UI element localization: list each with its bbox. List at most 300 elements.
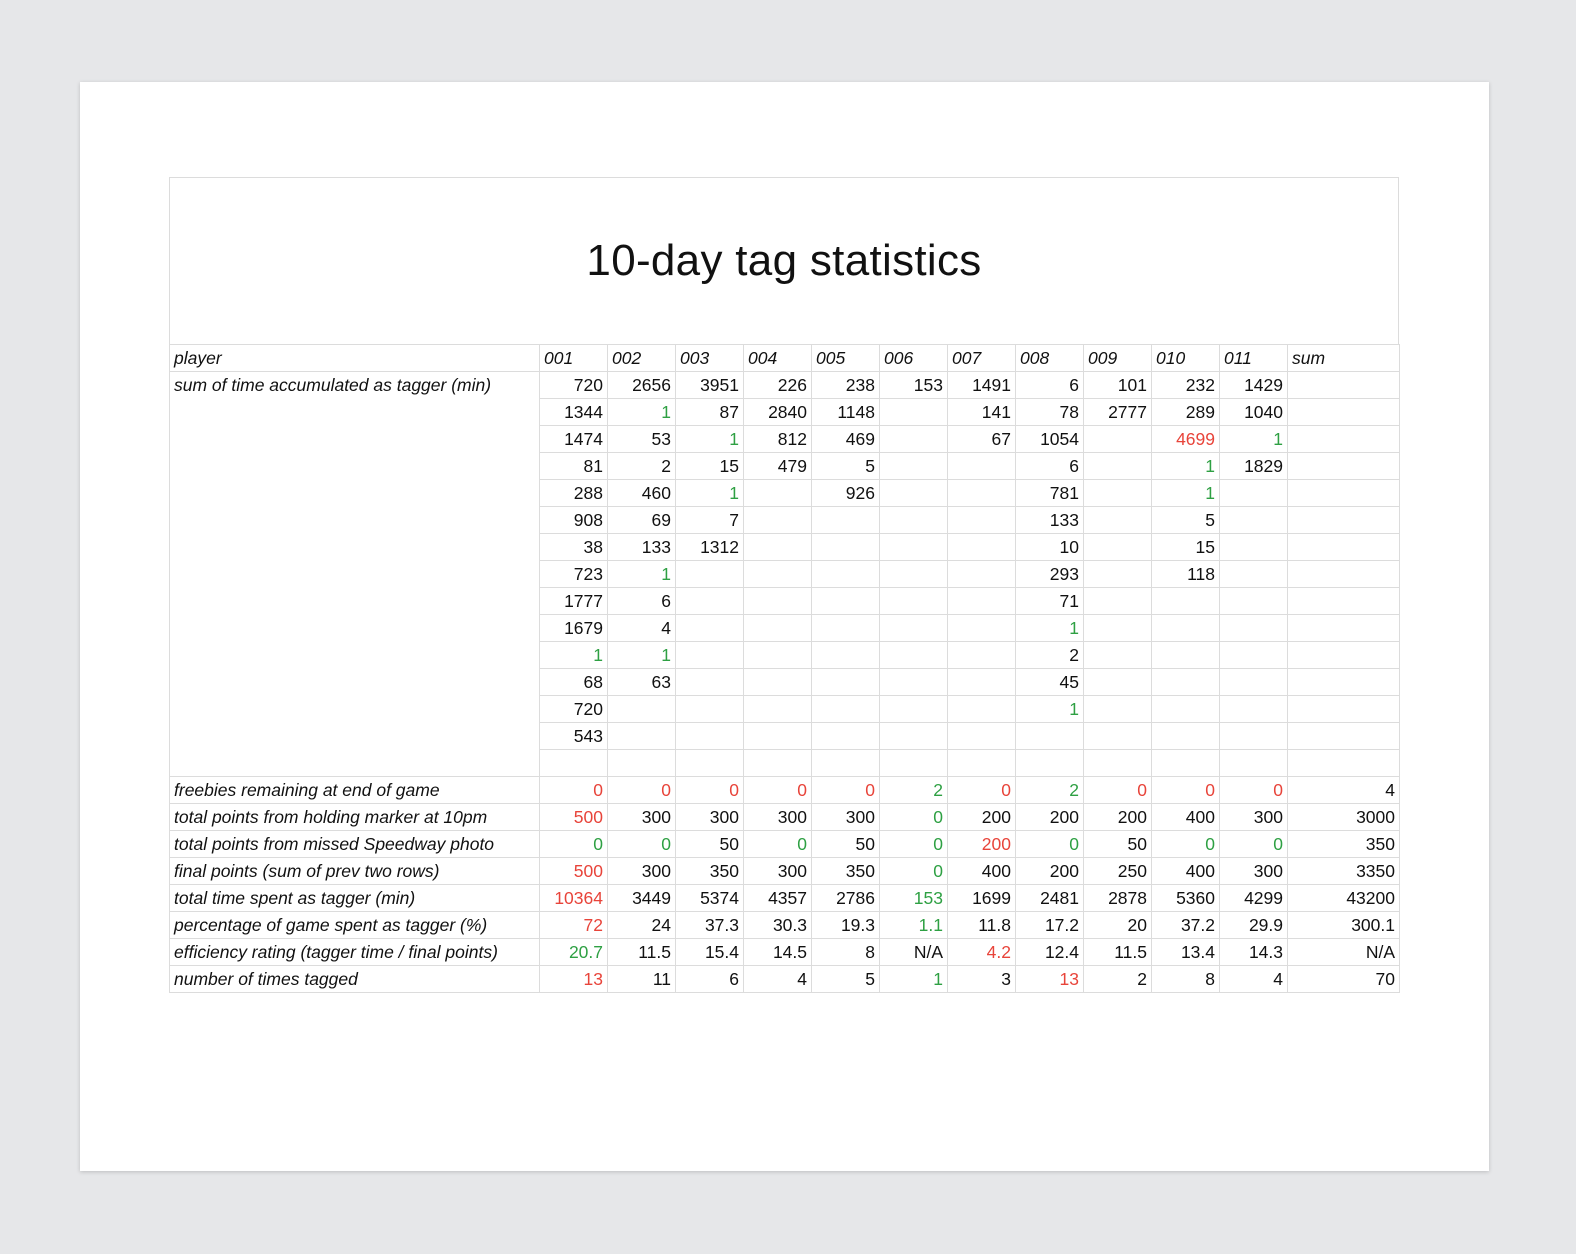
stat-sum-cell[interactable]: N/A [1288,939,1400,966]
accumulated-cell[interactable]: 5 [1152,507,1220,534]
accumulated-cell[interactable]: 1312 [676,534,744,561]
stat-cell[interactable]: N/A [880,939,948,966]
accumulated-cell[interactable]: 1777 [540,588,608,615]
accumulated-cell[interactable]: 2840 [744,399,812,426]
stat-cell[interactable]: 14.5 [744,939,812,966]
accumulated-cell[interactable]: 293 [1016,561,1084,588]
accumulated-cell[interactable]: 2 [608,453,676,480]
stat-cell[interactable]: 50 [676,831,744,858]
accumulated-cell[interactable] [812,723,880,750]
accumulated-cell[interactable] [1220,615,1288,642]
accumulated-cell[interactable] [608,750,676,777]
accumulated-cell[interactable]: 1474 [540,426,608,453]
accumulated-cell[interactable] [676,642,744,669]
accumulated-sum-cell[interactable] [1288,507,1400,534]
accumulated-cell[interactable] [676,615,744,642]
accumulated-cell[interactable]: 479 [744,453,812,480]
stat-cell[interactable]: 0 [1016,831,1084,858]
accumulated-sum-cell[interactable] [1288,642,1400,669]
accumulated-cell[interactable]: 101 [1084,372,1152,399]
stat-cell[interactable]: 2786 [812,885,880,912]
accumulated-cell[interactable] [880,588,948,615]
stat-cell[interactable]: 400 [1152,858,1220,885]
accumulated-cell[interactable] [880,642,948,669]
stat-cell[interactable]: 350 [676,858,744,885]
accumulated-cell[interactable] [1084,723,1152,750]
accumulated-cell[interactable]: 1 [676,426,744,453]
accumulated-cell[interactable]: 38 [540,534,608,561]
accumulated-cell[interactable]: 67 [948,426,1016,453]
accumulated-cell[interactable] [812,615,880,642]
accumulated-cell[interactable] [880,696,948,723]
stat-cell[interactable]: 300 [744,858,812,885]
accumulated-cell[interactable] [1152,615,1220,642]
accumulated-cell[interactable] [1152,588,1220,615]
accumulated-cell[interactable] [1220,669,1288,696]
accumulated-cell[interactable] [1220,480,1288,507]
accumulated-cell[interactable] [676,696,744,723]
stat-label[interactable]: percentage of game spent as tagger (%) [170,912,540,939]
accumulated-cell[interactable] [744,615,812,642]
accumulated-cell[interactable] [880,750,948,777]
accumulated-sum-cell[interactable] [1288,372,1400,399]
stat-cell[interactable]: 4299 [1220,885,1288,912]
spreadsheet [169,177,1399,993]
header-player-005[interactable]: 005 [812,345,880,372]
accumulated-cell[interactable]: 238 [812,372,880,399]
accumulated-cell[interactable] [1084,534,1152,561]
accumulated-cell[interactable]: 2777 [1084,399,1152,426]
accumulated-cell[interactable] [1152,696,1220,723]
accumulated-cell[interactable]: 133 [608,534,676,561]
stat-cell[interactable]: 0 [880,831,948,858]
accumulated-cell[interactable] [812,750,880,777]
accumulated-sum-cell[interactable] [1288,453,1400,480]
accumulated-cell[interactable] [744,480,812,507]
stat-cell[interactable]: 0 [676,777,744,804]
accumulated-cell[interactable]: 460 [608,480,676,507]
accumulated-cell[interactable] [880,453,948,480]
stat-cell[interactable]: 4 [744,966,812,993]
stat-cell[interactable]: 30.3 [744,912,812,939]
accumulated-cell[interactable] [812,588,880,615]
accumulated-cell[interactable] [1152,723,1220,750]
stat-cell[interactable]: 0 [608,831,676,858]
stat-cell[interactable]: 50 [1084,831,1152,858]
header-player-007[interactable]: 007 [948,345,1016,372]
accumulated-cell[interactable]: 226 [744,372,812,399]
accumulated-cell[interactable] [1220,723,1288,750]
stat-cell[interactable]: 300 [744,804,812,831]
stat-cell[interactable]: 200 [948,831,1016,858]
accumulated-cell[interactable]: 1829 [1220,453,1288,480]
accumulated-cell[interactable]: 1429 [1220,372,1288,399]
accumulated-cell[interactable] [1084,561,1152,588]
stat-cell[interactable]: 0 [540,777,608,804]
accumulated-cell[interactable] [948,453,1016,480]
stat-cell[interactable]: 0 [880,804,948,831]
stat-cell[interactable]: 11.5 [608,939,676,966]
accumulated-cell[interactable] [812,534,880,561]
stat-cell[interactable]: 300 [676,804,744,831]
accumulated-cell[interactable]: 1 [1152,453,1220,480]
accumulated-cell[interactable]: 133 [1016,507,1084,534]
accumulated-cell[interactable] [948,507,1016,534]
stat-cell[interactable]: 11.5 [1084,939,1152,966]
stat-cell[interactable]: 300 [812,804,880,831]
accumulated-cell[interactable]: 4 [608,615,676,642]
accumulated-cell[interactable] [1084,696,1152,723]
accumulated-sum-cell[interactable] [1288,399,1400,426]
stat-cell[interactable]: 153 [880,885,948,912]
accumulated-cell[interactable] [1152,642,1220,669]
accumulated-cell[interactable]: 1 [676,480,744,507]
stat-cell[interactable]: 6 [676,966,744,993]
accumulated-cell[interactable] [744,723,812,750]
stat-sum-cell[interactable]: 350 [1288,831,1400,858]
accumulated-cell[interactable] [1084,480,1152,507]
stat-cell[interactable]: 10364 [540,885,608,912]
accumulated-cell[interactable] [1220,561,1288,588]
stat-cell[interactable]: 37.2 [1152,912,1220,939]
stat-cell[interactable]: 12.4 [1016,939,1084,966]
accumulated-cell[interactable]: 720 [540,696,608,723]
stat-cell[interactable]: 4.2 [948,939,1016,966]
stat-label[interactable]: total points from missed Speedway photo [170,831,540,858]
stat-sum-cell[interactable]: 3000 [1288,804,1400,831]
accumulated-cell[interactable]: 153 [880,372,948,399]
accumulated-cell[interactable]: 469 [812,426,880,453]
accumulated-sum-cell[interactable] [1288,615,1400,642]
accumulated-cell[interactable] [744,750,812,777]
accumulated-cell[interactable]: 2 [1016,642,1084,669]
stat-cell[interactable]: 24 [608,912,676,939]
stat-cell[interactable]: 0 [1220,831,1288,858]
accumulated-cell[interactable] [948,723,1016,750]
stat-cell[interactable]: 20 [1084,912,1152,939]
stat-label[interactable]: total time spent as tagger (min) [170,885,540,912]
accumulated-cell[interactable]: 1148 [812,399,880,426]
accumulated-cell[interactable] [1084,588,1152,615]
accumulated-cell[interactable] [1220,750,1288,777]
accumulated-cell[interactable] [676,750,744,777]
accumulated-cell[interactable]: 53 [608,426,676,453]
stat-cell[interactable]: 11.8 [948,912,1016,939]
accumulated-cell[interactable] [744,696,812,723]
stat-cell[interactable]: 300 [1220,804,1288,831]
stat-sum-cell[interactable]: 70 [1288,966,1400,993]
stat-cell[interactable]: 500 [540,858,608,885]
stat-cell[interactable]: 11 [608,966,676,993]
accumulated-cell[interactable] [608,696,676,723]
accumulated-cell[interactable] [1084,426,1152,453]
stat-sum-cell[interactable]: 300.1 [1288,912,1400,939]
accumulated-cell[interactable]: 1 [608,642,676,669]
accumulated-cell[interactable] [880,615,948,642]
stat-cell[interactable]: 13.4 [1152,939,1220,966]
accumulated-cell[interactable]: 1 [1016,696,1084,723]
accumulated-cell[interactable]: 2656 [608,372,676,399]
accumulated-cell[interactable]: 1 [1016,615,1084,642]
stat-cell[interactable]: 200 [1084,804,1152,831]
accumulated-cell[interactable] [1220,696,1288,723]
accumulated-cell[interactable] [1084,750,1152,777]
accumulated-sum-cell[interactable] [1288,534,1400,561]
accumulated-cell[interactable]: 3951 [676,372,744,399]
accumulated-cell[interactable]: 78 [1016,399,1084,426]
stat-cell[interactable]: 200 [1016,858,1084,885]
header-player-010[interactable]: 010 [1152,345,1220,372]
accumulated-cell[interactable] [880,507,948,534]
accumulated-sum-cell[interactable] [1288,480,1400,507]
accumulated-cell[interactable]: 6 [1016,372,1084,399]
stat-cell[interactable]: 0 [1220,777,1288,804]
accumulated-cell[interactable] [880,723,948,750]
accumulated-cell[interactable] [1152,750,1220,777]
stat-cell[interactable]: 2878 [1084,885,1152,912]
accumulated-cell[interactable]: 812 [744,426,812,453]
accumulated-cell[interactable] [1152,669,1220,696]
accumulated-cell[interactable]: 1054 [1016,426,1084,453]
accumulated-cell[interactable]: 1 [608,399,676,426]
stat-cell[interactable]: 200 [1016,804,1084,831]
stat-cell[interactable]: 50 [812,831,880,858]
stat-cell[interactable]: 2 [880,777,948,804]
accumulated-cell[interactable]: 6 [1016,453,1084,480]
accumulated-cell[interactable]: 720 [540,372,608,399]
accumulated-label[interactable]: sum of time accumulated as tagger (min) [170,372,540,777]
accumulated-cell[interactable] [1084,507,1152,534]
accumulated-cell[interactable]: 908 [540,507,608,534]
accumulated-cell[interactable] [948,615,1016,642]
accumulated-sum-cell[interactable] [1288,750,1400,777]
stat-cell[interactable]: 5360 [1152,885,1220,912]
stat-cell[interactable]: 1699 [948,885,1016,912]
stat-cell[interactable]: 15.4 [676,939,744,966]
accumulated-cell[interactable]: 6 [608,588,676,615]
stat-cell[interactable]: 8 [812,939,880,966]
stat-cell[interactable]: 3 [948,966,1016,993]
stat-cell[interactable]: 4 [1220,966,1288,993]
accumulated-cell[interactable] [948,588,1016,615]
accumulated-cell[interactable] [1220,534,1288,561]
accumulated-cell[interactable] [1084,642,1152,669]
accumulated-cell[interactable] [948,480,1016,507]
stat-cell[interactable]: 0 [812,777,880,804]
accumulated-cell[interactable] [880,399,948,426]
stat-cell[interactable]: 0 [948,777,1016,804]
stat-cell[interactable]: 0 [744,831,812,858]
accumulated-cell[interactable] [948,642,1016,669]
accumulated-cell[interactable] [880,480,948,507]
stat-label[interactable]: number of times tagged [170,966,540,993]
stat-cell[interactable]: 0 [1152,777,1220,804]
stat-cell[interactable]: 5374 [676,885,744,912]
accumulated-cell[interactable]: 781 [1016,480,1084,507]
stat-cell[interactable]: 0 [880,858,948,885]
accumulated-cell[interactable]: 1 [540,642,608,669]
accumulated-cell[interactable]: 10 [1016,534,1084,561]
accumulated-cell[interactable] [812,642,880,669]
accumulated-cell[interactable]: 1040 [1220,399,1288,426]
accumulated-cell[interactable]: 1 [608,561,676,588]
accumulated-cell[interactable]: 723 [540,561,608,588]
stat-cell[interactable]: 72 [540,912,608,939]
accumulated-cell[interactable] [880,534,948,561]
stat-cell[interactable]: 300 [608,804,676,831]
stat-label[interactable]: final points (sum of prev two rows) [170,858,540,885]
stat-cell[interactable]: 0 [744,777,812,804]
accumulated-cell[interactable]: 1679 [540,615,608,642]
accumulated-cell[interactable] [744,507,812,534]
stat-cell[interactable]: 2481 [1016,885,1084,912]
accumulated-cell[interactable] [948,750,1016,777]
stat-cell[interactable]: 1.1 [880,912,948,939]
accumulated-cell[interactable]: 45 [1016,669,1084,696]
accumulated-cell[interactable] [744,642,812,669]
accumulated-cell[interactable]: 15 [676,453,744,480]
accumulated-cell[interactable] [1084,669,1152,696]
stat-cell[interactable]: 29.9 [1220,912,1288,939]
stat-sum-cell[interactable]: 4 [1288,777,1400,804]
accumulated-cell[interactable]: 15 [1152,534,1220,561]
accumulated-cell[interactable] [676,561,744,588]
accumulated-cell[interactable] [812,669,880,696]
accumulated-cell[interactable] [880,669,948,696]
accumulated-cell[interactable]: 68 [540,669,608,696]
accumulated-cell[interactable] [1220,642,1288,669]
accumulated-cell[interactable]: 87 [676,399,744,426]
accumulated-cell[interactable] [812,507,880,534]
stat-cell[interactable]: 300 [608,858,676,885]
header-player-009[interactable]: 009 [1084,345,1152,372]
stat-sum-cell[interactable]: 3350 [1288,858,1400,885]
accumulated-cell[interactable] [880,426,948,453]
stat-cell[interactable]: 14.3 [1220,939,1288,966]
accumulated-cell[interactable]: 4699 [1152,426,1220,453]
stat-cell[interactable]: 8 [1152,966,1220,993]
header-player-003[interactable]: 003 [676,345,744,372]
stat-cell[interactable]: 4357 [744,885,812,912]
stat-cell[interactable]: 37.3 [676,912,744,939]
accumulated-cell[interactable] [1084,453,1152,480]
accumulated-cell[interactable]: 63 [608,669,676,696]
accumulated-cell[interactable] [948,696,1016,723]
accumulated-cell[interactable] [744,561,812,588]
stat-cell[interactable]: 350 [812,858,880,885]
stat-label[interactable]: freebies remaining at end of game [170,777,540,804]
accumulated-cell[interactable] [1220,588,1288,615]
stat-cell[interactable]: 13 [1016,966,1084,993]
accumulated-cell[interactable] [744,588,812,615]
stat-cell[interactable]: 0 [540,831,608,858]
stat-cell[interactable]: 0 [608,777,676,804]
header-player-006[interactable]: 006 [880,345,948,372]
accumulated-cell[interactable] [608,723,676,750]
accumulated-cell[interactable] [1084,615,1152,642]
accumulated-cell[interactable] [1220,507,1288,534]
stat-cell[interactable]: 13 [540,966,608,993]
header-player-002[interactable]: 002 [608,345,676,372]
title-cell[interactable] [169,177,1399,344]
accumulated-cell[interactable]: 232 [1152,372,1220,399]
stat-cell[interactable]: 0 [1084,777,1152,804]
stat-cell[interactable]: 5 [812,966,880,993]
header-player-001[interactable]: 001 [540,345,608,372]
accumulated-cell[interactable]: 81 [540,453,608,480]
accumulated-cell[interactable]: 141 [948,399,1016,426]
header-player-011[interactable]: 011 [1220,345,1288,372]
accumulated-cell[interactable]: 288 [540,480,608,507]
accumulated-cell[interactable] [744,534,812,561]
accumulated-sum-cell[interactable] [1288,669,1400,696]
stat-cell[interactable]: 3449 [608,885,676,912]
stat-cell[interactable]: 20.7 [540,939,608,966]
stat-cell[interactable]: 2 [1016,777,1084,804]
stat-cell[interactable]: 0 [1152,831,1220,858]
accumulated-cell[interactable]: 69 [608,507,676,534]
accumulated-sum-cell[interactable] [1288,588,1400,615]
stat-cell[interactable]: 2 [1084,966,1152,993]
accumulated-sum-cell[interactable] [1288,723,1400,750]
accumulated-cell[interactable]: 1 [1220,426,1288,453]
accumulated-cell[interactable] [880,561,948,588]
accumulated-cell[interactable] [676,723,744,750]
accumulated-cell[interactable]: 1 [1152,480,1220,507]
stat-cell[interactable]: 200 [948,804,1016,831]
stat-cell[interactable]: 400 [948,858,1016,885]
accumulated-cell[interactable] [676,588,744,615]
header-player-008[interactable]: 008 [1016,345,1084,372]
accumulated-cell[interactable] [744,669,812,696]
stat-cell[interactable]: 1 [880,966,948,993]
accumulated-sum-cell[interactable] [1288,426,1400,453]
stat-cell[interactable]: 19.3 [812,912,880,939]
accumulated-cell[interactable]: 289 [1152,399,1220,426]
accumulated-cell[interactable] [948,534,1016,561]
stat-cell[interactable]: 300 [1220,858,1288,885]
stat-cell[interactable]: 400 [1152,804,1220,831]
header-player-004[interactable]: 004 [744,345,812,372]
accumulated-cell[interactable]: 1344 [540,399,608,426]
accumulated-sum-cell[interactable] [1288,696,1400,723]
accumulated-cell[interactable] [948,669,1016,696]
accumulated-cell[interactable] [812,696,880,723]
stat-label[interactable]: total points from holding marker at 10pm [170,804,540,831]
stat-label[interactable]: efficiency rating (tagger time / final points) [170,939,540,966]
stat-cell[interactable]: 17.2 [1016,912,1084,939]
stat-sum-cell[interactable]: 43200 [1288,885,1400,912]
accumulated-cell[interactable]: 926 [812,480,880,507]
stat-cell[interactable]: 500 [540,804,608,831]
header-sum[interactable]: sum [1288,345,1400,372]
accumulated-cell[interactable] [540,750,608,777]
accumulated-cell[interactable]: 1491 [948,372,1016,399]
accumulated-cell[interactable]: 71 [1016,588,1084,615]
accumulated-cell[interactable] [812,561,880,588]
accumulated-cell[interactable] [948,561,1016,588]
stat-cell[interactable]: 250 [1084,858,1152,885]
accumulated-cell[interactable]: 118 [1152,561,1220,588]
accumulated-cell[interactable] [1016,723,1084,750]
accumulated-sum-cell[interactable] [1288,561,1400,588]
accumulated-cell[interactable]: 7 [676,507,744,534]
accumulated-cell[interactable] [676,669,744,696]
header-player-label[interactable]: player [170,345,540,372]
accumulated-cell[interactable]: 543 [540,723,608,750]
accumulated-cell[interactable]: 5 [812,453,880,480]
accumulated-cell[interactable] [1016,750,1084,777]
